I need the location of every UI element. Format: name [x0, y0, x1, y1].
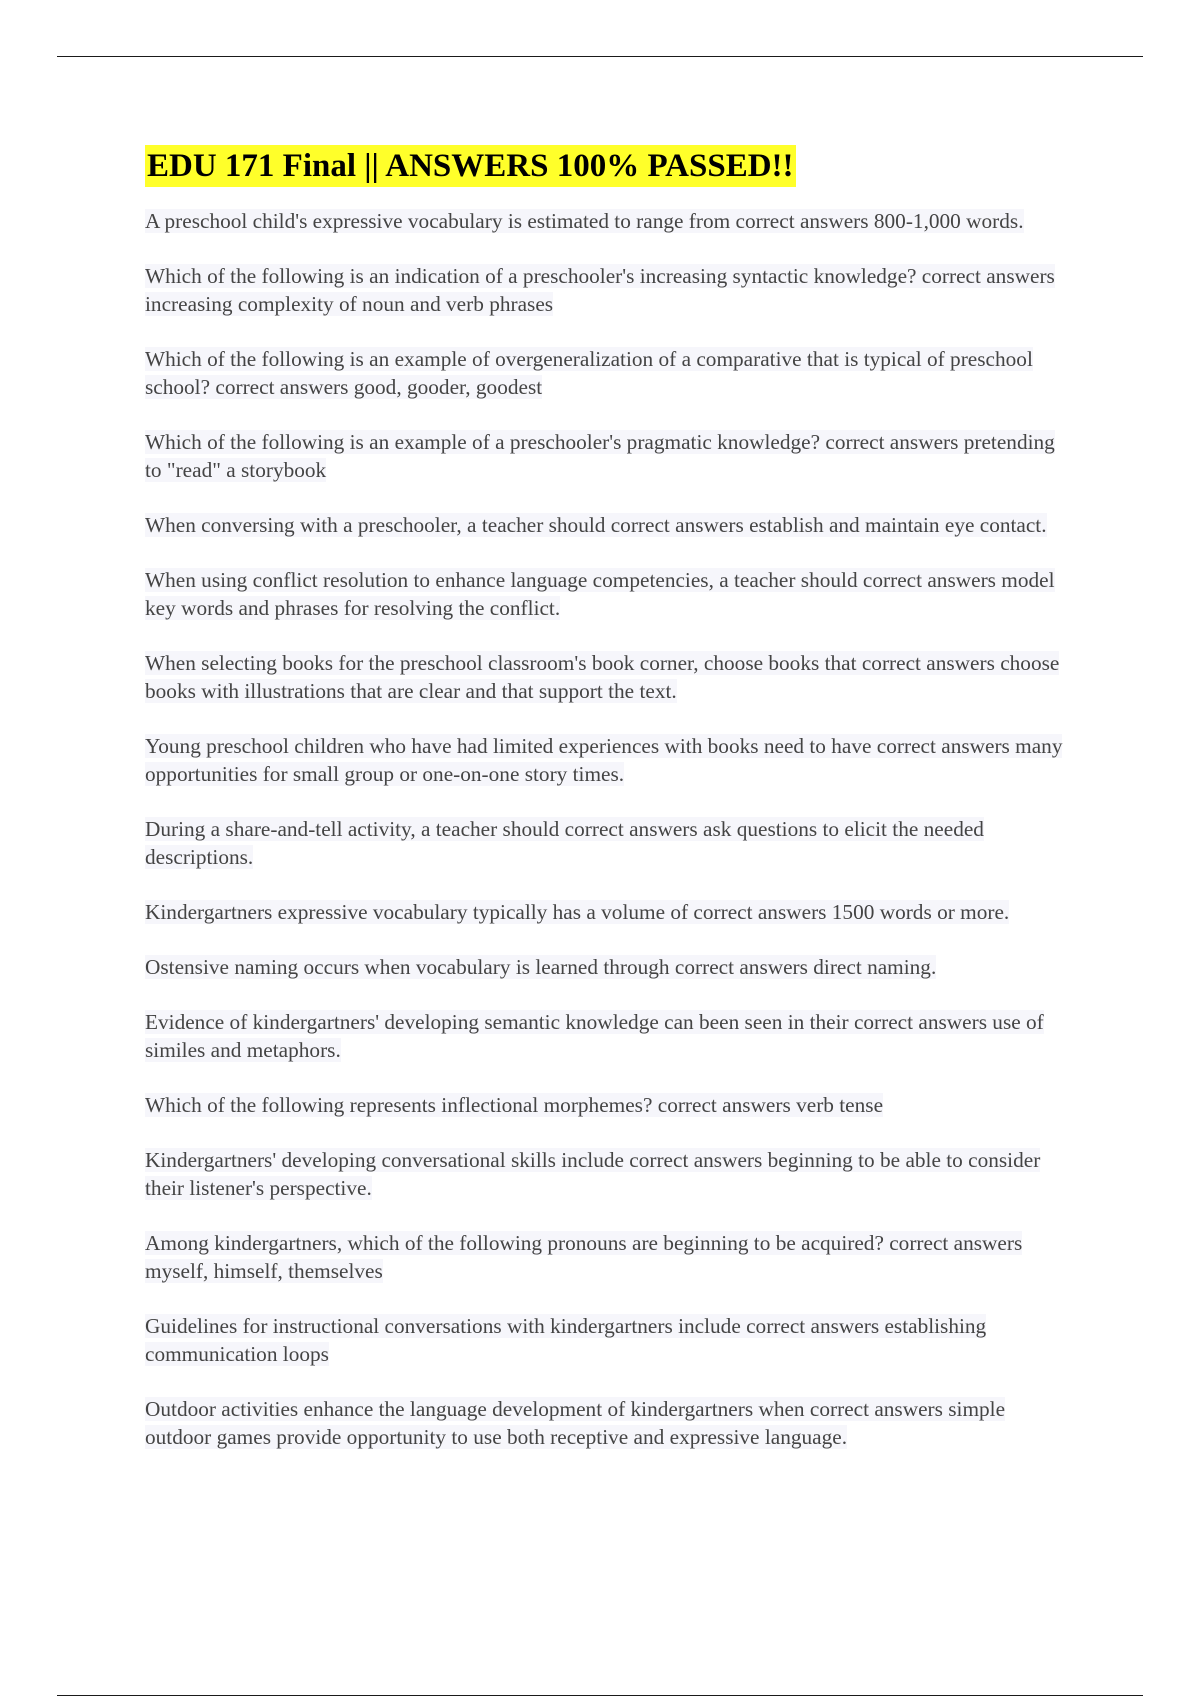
qa-text: Ostensive naming occurs when vocabulary is learned through correct answers direct naming. — [145, 955, 937, 979]
qa-item-9 — [145, 815, 1065, 871]
qa-item-14 — [145, 1146, 1065, 1202]
top-divider — [57, 56, 1143, 57]
qa-text: When conversing with a preschooler, a teacher should correct answers establish and maintain eye contact. — [145, 513, 1047, 537]
qa-item-1 — [145, 207, 1065, 235]
qa-item-15 — [145, 1229, 1065, 1285]
qa-text: Among kindergartners, which of the following pronouns are beginning to be acquired? correct answers myself, himself, themselves — [145, 1231, 1023, 1283]
qa-text: Kindergartners expressive vocabulary typically has a volume of correct answers 1500 words or more. — [145, 900, 1010, 924]
qa-text: A preschool child's expressive vocabulary is estimated to range from correct answers 800-1,000 words. — [145, 209, 1024, 233]
qa-item-13 — [145, 1091, 1065, 1119]
qa-text: Young preschool children who have had limited experiences with books need to have correct answers many opportunities for small group or one-on-one story times. — [145, 734, 1063, 786]
qa-item-5 — [145, 511, 1065, 539]
qa-text: Which of the following is an example of overgeneralization of a comparative that is typical of preschool school? correct answers good, gooder, goodest — [145, 347, 1033, 399]
qa-item-17 — [145, 1395, 1065, 1451]
qa-item-4 — [145, 428, 1065, 484]
qa-text: When selecting books for the preschool classroom's book corner, choose books that correct answers choose books with illustrations that are clear and that support the text. — [145, 651, 1060, 703]
qa-item-11 — [145, 953, 1065, 981]
document-body — [145, 145, 1065, 1478]
qa-text: During a share-and-tell activity, a teacher should correct answers ask questions to elicit the needed descriptions. — [145, 817, 984, 869]
qa-item-8 — [145, 732, 1065, 788]
qa-item-6 — [145, 566, 1065, 622]
qa-text: Which of the following represents inflectional morphemes? correct answers verb tense — [145, 1093, 884, 1117]
qa-text: Which of the following is an example of a preschooler's pragmatic knowledge? correct answers pretending to "read" a storybook — [145, 430, 1055, 482]
qa-list — [145, 207, 1065, 1451]
document-title: EDU 171 Final || ANSWERS 100% PASSED!! — [145, 145, 796, 187]
qa-text: When using conflict resolution to enhance language competencies, a teacher should correct answers model key words and phrases for resolving the conflict. — [145, 568, 1055, 620]
qa-item-3 — [145, 345, 1065, 401]
qa-item-16 — [145, 1312, 1065, 1368]
qa-text: Which of the following is an indication of a preschooler's increasing syntactic knowledge? correct answers increasing complexity of noun and verb phrases — [145, 264, 1055, 316]
qa-item-7 — [145, 649, 1065, 705]
qa-item-2 — [145, 262, 1065, 318]
qa-text: Outdoor activities enhance the language development of kindergartners when correct answers simple outdoor games provide opportunity to use both receptive and expressive language. — [145, 1397, 1006, 1449]
qa-text: Evidence of kindergartners' developing semantic knowledge can been seen in their correct answers use of similes and metaphors. — [145, 1010, 1044, 1062]
bottom-divider — [57, 1695, 1143, 1696]
qa-text: Kindergartners' developing conversational skills include correct answers beginning to be able to consider their listener's perspective. — [145, 1148, 1041, 1200]
qa-item-12 — [145, 1008, 1065, 1064]
qa-item-10 — [145, 898, 1065, 926]
qa-text: Guidelines for instructional conversations with kindergartners include correct answers establishing communication loops — [145, 1314, 987, 1366]
